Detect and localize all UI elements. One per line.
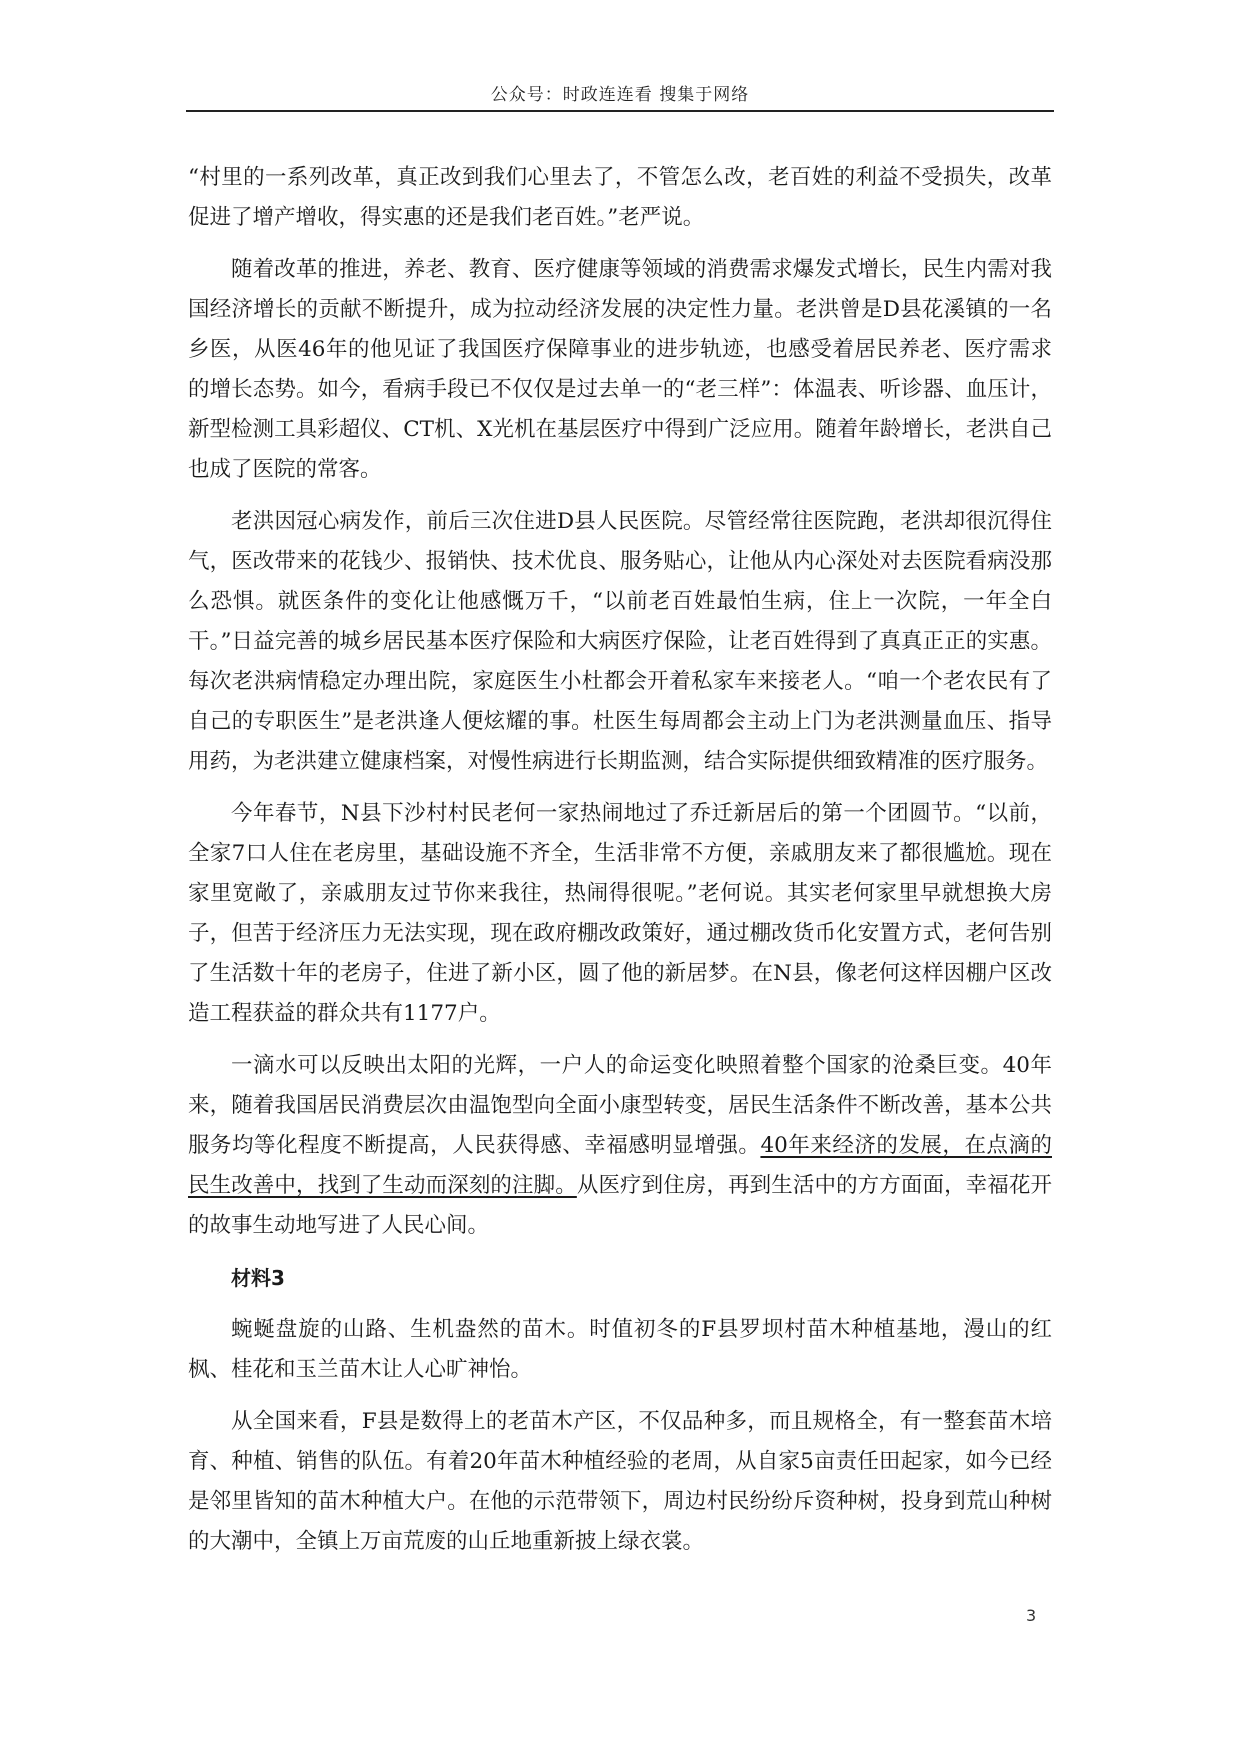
paragraph-5-tail: 从医疗到住房，再到生活中的方方面面，幸福花开的故事生动地写进了人民心间。	[188, 1173, 1052, 1238]
section-title: 材料3	[231, 1266, 285, 1290]
paragraph-6: 蜿蜒盘旋的山路、生机盎然的苗木。时值初冬的F县罗坝村苗木种植基地，漫山的红枫、桂花和玉兰苗木让人心旷神怡。	[188, 1317, 1052, 1382]
page-number: 3	[1026, 1606, 1037, 1625]
paragraph-1: “村里的一系列改革，真正改到我们心里去了，不管怎么改，老百姓的利益不受损失，改革促进了增产增收，得实惠的还是我们老百姓。”老严说。	[188, 165, 1052, 230]
paragraph-5	[188, 1046, 1052, 1246]
underlined-sentence: 40年来经济的发展，在点滴的民生改善中，找到了生动而深刻的注脚。	[188, 1133, 1052, 1198]
paragraph-4: 今年春节，N县下沙村村民老何一家热闹地过了乔迁新居后的第一个团圆节。“以前，全家7口人住在老房里，基础设施不齐全，生活非常不方便，亲戚朋友来了都很尴尬。现在家里宽敞了，亲戚朋友过节你来我往，热闹得很呢。”老何说。其实老何家里早就想换大房子，但苦于经济压力无法实现，现在政府棚改政策好，通过棚改货币化安置方式，老何告别了生活数十年的老房子，住进了新小区，圆了他的新居梦。在N县，像老何这样因棚户区改造工程获益的群众共有1177户。	[188, 801, 1052, 1026]
page-header	[186, 84, 1054, 112]
document-body	[188, 158, 1052, 1574]
paragraph-2: 随着改革的推进，养老、教育、医疗健康等领域的消费需求爆发式增长，民生内需对我国经济增长的贡献不断提升，成为拉动经济发展的决定性力量。老洪曾是D县花溪镇的一名乡医，从医46年的他见证了我国医疗保障事业的进步轨迹，也感受着居民养老、医疗需求的增长态势。如今，看病手段已不仅仅是过去单一的“老三样”：体温表、听诊器、血压计，新型检测工具彩超仪、CT机、X光机在基层医疗中得到广泛应用。随着年龄增长，老洪自己也成了医院的常客。	[188, 257, 1052, 482]
paragraph-5-text: 一滴水可以反映出太阳的光辉，一户人的命运变化映照着整个国家的沧桑巨变。40年来，随着我国居民消费层次由温饱型向全面小康型转变，居民生活条件不断改善，基本公共服务均等化程度不断提高，人民获得感、幸福感明显增强。	[188, 1053, 1052, 1158]
paragraph-7: 从全国来看，F县是数得上的老苗木产区，不仅品种多，而且规格全，有一整套苗木培育、种植、销售的队伍。有着20年苗木种植经验的老周，从自家5亩责任田起家，如今已经是邻里皆知的苗木种植大户。在他的示范带领下，周边村民纷纷斥资种树，投身到荒山种树的大潮中，全镇上万亩荒废的山丘地重新披上绿衣裳。	[188, 1409, 1052, 1554]
header-text: 公众号：时政连连看 搜集于网络	[490, 85, 750, 105]
paragraph-3: 老洪因冠心病发作，前后三次住进D县人民医院。尽管经常往医院跑，老洪却很沉得住气，医改带来的花钱少、报销快、技术优良、服务贴心，让他从内心深处对去医院看病没那么恐惧。就医条件的变化让他感慨万千，“以前老百姓最怕生病，住上一次院，一年全白干。”日益完善的城乡居民基本医疗保险和大病医疗保险，让老百姓得到了真真正正的实惠。每次老洪病情稳定办理出院，家庭医生小杜都会开着私家车来接老人。“咱一个老农民有了自己的专职医生”是老洪逢人便炫耀的事。杜医生每周都会主动上门为老洪测量血压、指导用药，为老洪建立健康档案，对慢性病进行长期监测，结合实际提供细致精准的医疗服务。	[188, 509, 1052, 774]
